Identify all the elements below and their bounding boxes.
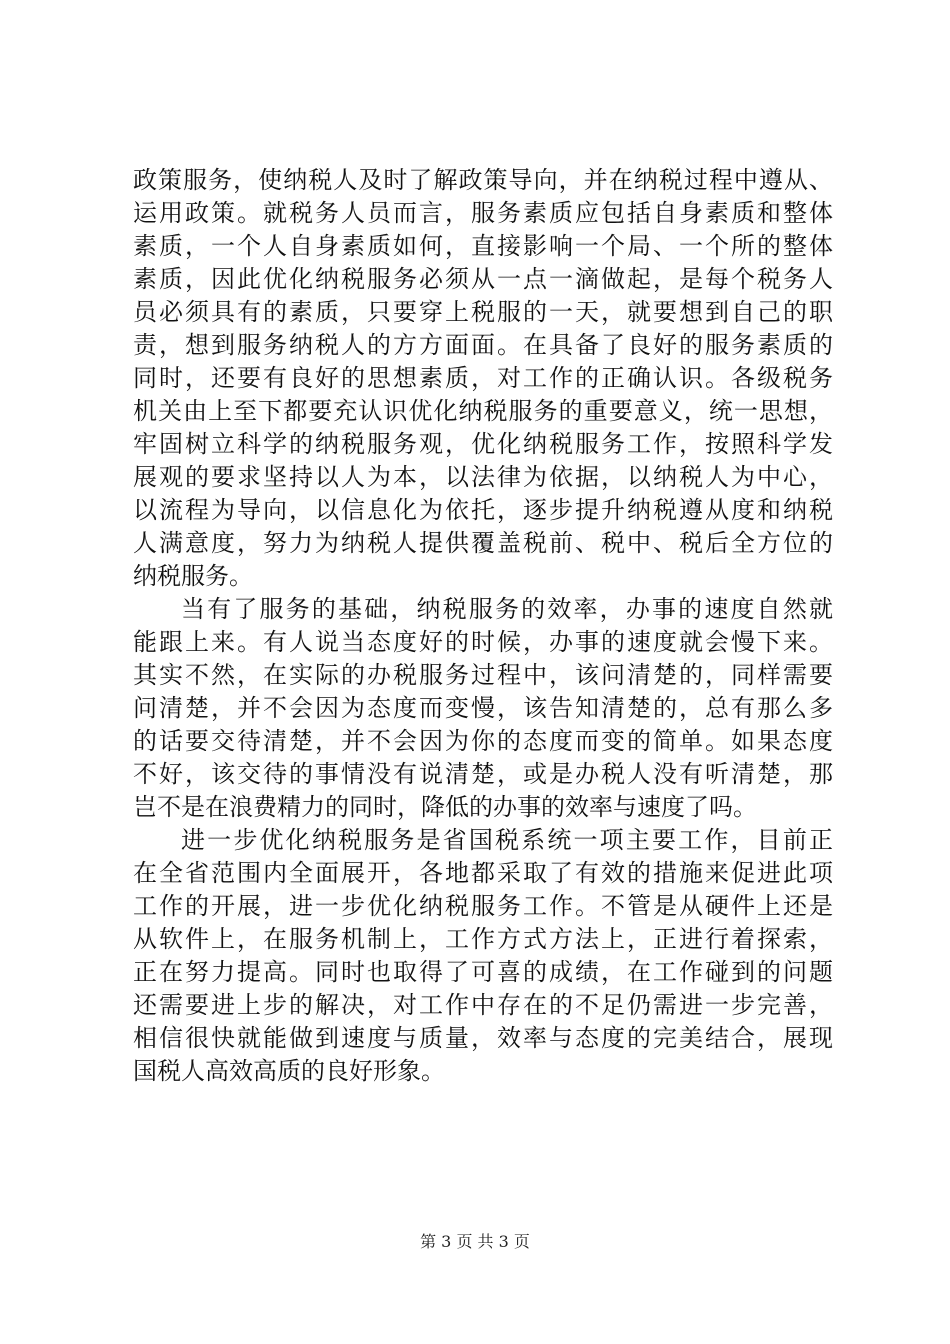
text-line: 责，想到服务纳税人的方方面面。在具备了良好的服务素质的	[133, 331, 833, 359]
text-line: 素质，一个人自身素质如何，直接影响一个局、一个所的整体	[133, 232, 833, 260]
text-line: 不好，该交待的事情没有说清楚，或是办税人没有听清楚，那	[133, 760, 833, 788]
text-line: 问清楚，并不会因为态度而变慢，该告知清楚的，总有那么多	[133, 694, 833, 722]
paragraph	[133, 824, 833, 1088]
text-line: 还需要进上步的解决，对工作中存在的不足仍需进一步完善，	[133, 991, 833, 1019]
text-line: 素质，因此优化纳税服务必须从一点一滴做起，是每个税务人	[133, 265, 833, 293]
text-line: 在全省范围内全面展开，各地都采取了有效的措施来促进此项	[133, 859, 833, 887]
text-line: 从软件上，在服务机制上，工作方式方法上，正进行着探索，	[133, 925, 833, 953]
text-line: 进一步优化纳税服务是省国税系统一项主要工作，目前正	[181, 826, 833, 854]
text-line: 相信很快就能做到速度与质量，效率与态度的完美结合，展现	[133, 1024, 833, 1052]
text-line: 运用政策。就税务人员而言，服务素质应包括自身素质和整体	[133, 199, 833, 227]
text-line: 其实不然，在实际的办税服务过程中，该问清楚的，同样需要	[133, 661, 833, 689]
text-line: 同时，还要有良好的思想素质，对工作的正确认识。各级税务	[133, 364, 833, 392]
text-line: 工作的开展，进一步优化纳税服务工作。不管是从硬件上还是	[133, 892, 833, 920]
text-line: 纳税服务。	[133, 562, 253, 590]
text-line: 员必须具有的素质，只要穿上税服的一天，就要想到自己的职	[133, 298, 833, 326]
paragraph	[133, 593, 833, 824]
text-line: 正在努力提高。同时也取得了可喜的成绩，在工作碰到的问题	[133, 958, 833, 986]
text-line: 政策服务，使纳税人及时了解政策导向，并在纳税过程中遵从、	[133, 166, 833, 194]
text-line: 牢固树立科学的纳税服务观，优化纳税服务工作，按照科学发	[133, 430, 833, 458]
text-line: 以流程为导向，以信息化为依托，逐步提升纳税遵从度和纳税	[133, 496, 833, 524]
text-line: 人满意度，努力为纳税人提供覆盖税前、税中、税后全方位的	[133, 529, 833, 557]
text-line: 机关由上至下都要充认识优化纳税服务的重要意义，统一思想，	[133, 397, 833, 425]
text-line: 展观的要求坚持以人为本，以法律为依据，以纳税人为中心，	[133, 463, 833, 491]
paragraph	[133, 164, 833, 593]
text-line: 国税人高效高质的良好形象。	[133, 1057, 445, 1085]
document-body	[133, 164, 833, 1088]
text-line: 能跟上来。有人说当态度好的时候，办事的速度就会慢下来。	[133, 628, 833, 656]
page-number-footer: 第 3 页 共 3 页	[420, 1232, 530, 1251]
text-line: 岂不是在浪费精力的同时，降低的办事的效率与速度了吗。	[133, 793, 757, 821]
text-line: 当有了服务的基础，纳税服务的效率，办事的速度自然就	[181, 595, 833, 623]
text-line: 的话要交待清楚，并不会因为你的态度而变的简单。如果态度	[133, 727, 833, 755]
